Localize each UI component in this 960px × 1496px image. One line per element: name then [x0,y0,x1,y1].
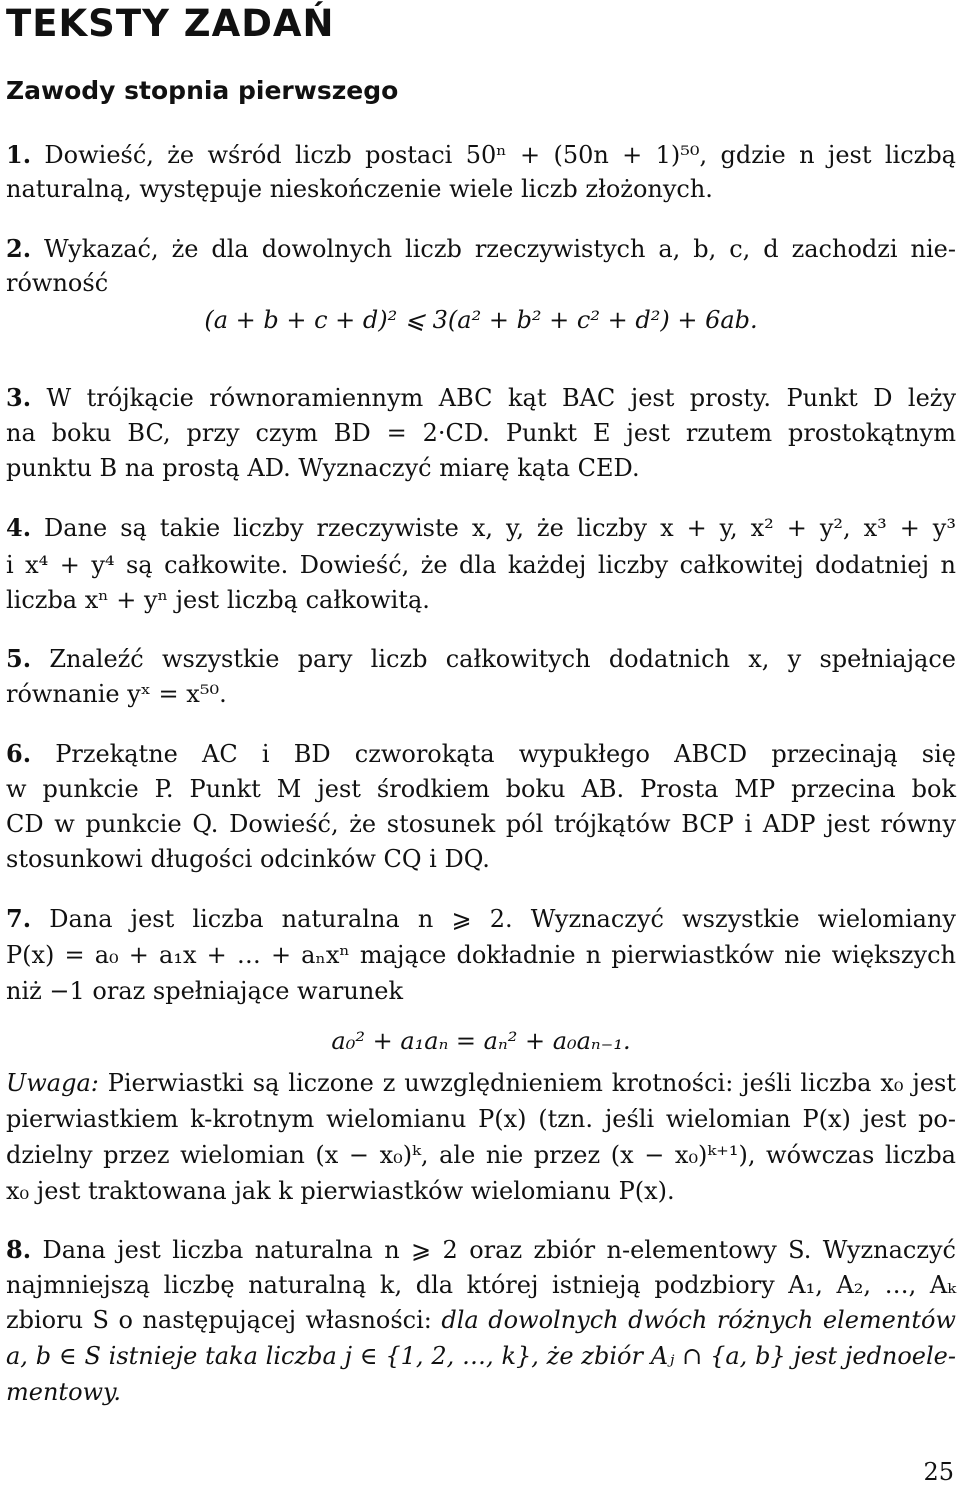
problem-1-number: 1. [6,140,32,169]
problem-3-line-2: na boku BC, przy czym BD = 2·CD. Punkt E jest rzutem prostokątnym [6,419,956,447]
problem-2-number: 2. [6,234,32,263]
section-subtitle: Zawody stopnia pierwszego [6,76,399,105]
problem-7-line-1 [6,902,956,936]
problem-6-number: 6. [6,739,32,768]
problem-4-line-3: liczba xⁿ + yⁿ jest liczbą całkowitą. [6,586,430,614]
problem-3-line-1 [6,381,956,415]
problem-8-number: 8. [6,1235,32,1264]
problem-7-line-3: niż −1 oraz spełniające warunek [6,977,404,1005]
problem-5-text: Znaleźć wszystkie pary liczb całkowitych dodatnich x, y spełniające [49,645,956,673]
remark-text: Pierwiastki są liczone z uwzględnieniem krotności: jeśli liczba x₀ jest [107,1069,956,1097]
problem-4-text: Dane są takie liczby rzeczywiste x, y, że liczby x + y, x² + y², x³ + y³ [44,514,956,542]
problem-4-line-1 [6,511,956,545]
problem-8-line-2: najmniejszą liczbę naturalną k, dla której istnieją podzbiory A₁, A₂, …, Aₖ [6,1271,956,1299]
problem-2-line-1 [6,232,956,266]
problem-2-text: Wykazać, że dla dowolnych liczb rzeczywistych a, b, c, d zachodzi nie- [44,235,956,263]
problem-1-text: Dowieść, że wśród liczb postaci 50ⁿ + (50n + 1)⁵⁰, gdzie n jest liczbą [44,141,956,169]
problem-1-line-1 [6,138,956,172]
problem-6-line-4: stosunkowi długości odcinków CQ i DQ. [6,845,490,873]
problem-3-number: 3. [6,383,32,412]
problem-8-line-3-italic: dla dowolnych dwóch różnych elementów [441,1306,956,1334]
problem-3-text: W trójkącie równoramiennym ABC kąt BAC jest prosty. Punkt D leży [46,384,956,412]
problem-6-line-3: CD w punkcie Q. Dowieść, że stosunek pól trójkątów BCP i ADP jest równy [6,810,956,838]
problem-5-line-2: równanie yˣ = x⁵⁰. [6,680,227,708]
problem-1-line-2: naturalną, występuje nieskończenie wiele liczb złożonych. [6,175,713,203]
problem-6-line-1 [6,737,956,771]
problem-7-number: 7. [6,904,32,933]
remark-line-4: x₀ jest traktowana jak k pierwiastków wielomianu P(x). [6,1177,675,1205]
problem-6-line-2: w punkcie P. Punkt M jest środkiem boku AB. Prosta MP przecina bok [6,775,956,803]
problem-3-line-3: punktu B na prostą AD. Wyznaczyć miarę kąta CED. [6,454,640,482]
problem-5-line-1 [6,642,956,676]
remark-label: Uwaga: [6,1069,99,1097]
problem-2-line-2: równość [6,269,109,297]
problem-7-text: Dana jest liczba naturalna n ⩾ 2. Wyznaczyć wszystkie wielomiany [49,905,956,933]
problem-7-line-2: P(x) = a₀ + a₁x + … + aₙxⁿ mające dokładnie n pierwiastków nie większych [6,941,956,969]
problem-8-line-3 [6,1303,956,1337]
problem-8-line-3-text: zbioru S o następującej własności: [6,1306,432,1334]
remark-line-2: pierwiastkiem k-krotnym wielomianu P(x) (tzn. jeśli wielomian P(x) jest po- [6,1105,956,1133]
remark-line-1 [6,1066,956,1100]
page-number: 25 [923,1458,954,1486]
problem-8-line-5: mentowy. [6,1378,122,1406]
problem-8-text: Dana jest liczba naturalna n ⩾ 2 oraz zbiór n-elementowy S. Wyznaczyć [42,1236,956,1264]
page-title: TEKSTY ZADAŃ [6,2,335,45]
problem-8-line-1 [6,1233,956,1267]
problem-4-number: 4. [6,513,32,542]
problem-5-number: 5. [6,644,32,673]
problem-6-text: Przekątne AC i BD czworokąta wypukłego ABCD przecinają się [55,740,956,768]
problem-8-line-4: a, b ∈ S istnieje taka liczba j ∈ {1, 2, …, k}, że zbiór Aⱼ ∩ {a, b} jest jednoele- [6,1342,956,1370]
remark-line-3: dzielny przez wielomian (x − x₀)ᵏ, ale nie przez (x − x₀)ᵏ⁺¹), wówczas liczba [6,1141,956,1169]
problem-4-line-2: i x⁴ + y⁴ są całkowite. Dowieść, że dla każdej liczby całkowitej dodatniej n [6,551,956,579]
problem-2-inequality: (a + b + c + d)² ⩽ 3(a² + b² + c² + d²) + 6ab. [204,306,758,334]
problem-7-equation: a₀² + a₁aₙ = aₙ² + a₀aₙ₋₁. [331,1027,631,1055]
